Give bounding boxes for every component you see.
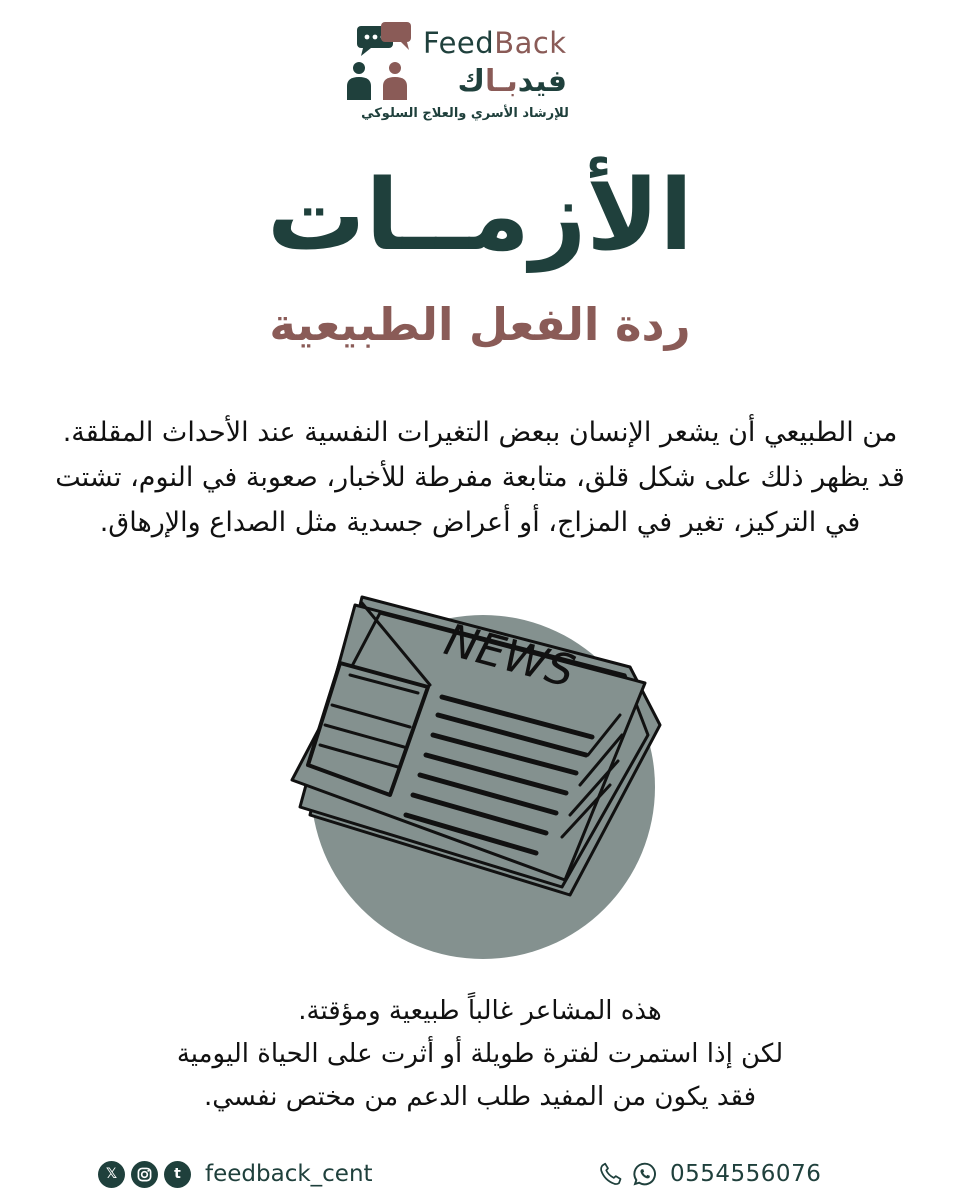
brand-name-en-feed: Feed	[423, 26, 495, 60]
brand-name-en-back: Back	[494, 26, 567, 60]
social-links	[98, 1156, 373, 1192]
phone-icon[interactable]	[598, 1161, 624, 1187]
brand-name-ar-part3: ك	[457, 64, 485, 99]
intro-line: من الطبيعي أن يشعر الإنسان ببعض التغيرات النفسية عند الأحداث المقلقة.	[62, 417, 898, 448]
intro-paragraph	[40, 410, 920, 545]
closing-paragraph	[0, 990, 960, 1119]
brand-name-en	[423, 26, 567, 60]
page-title: الأزمــات	[267, 159, 693, 273]
phone-number[interactable]: 0554556076	[670, 1161, 822, 1187]
closing-line: فقد يكون من المفيد طلب الدعم من مختص نفسي.	[203, 1082, 757, 1112]
brand-logo	[345, 20, 585, 130]
closing-line: لكن إذا استمرت لفترة طويلة أو أثرت على الحياة اليومية	[176, 1039, 784, 1069]
x-icon[interactable]: 𝕏	[98, 1161, 125, 1188]
intro-line: في التركيز، تغير في المزاج، أو أعراض جسدية مثل الصداع والإرهاق.	[99, 507, 861, 538]
brand-tagline: للإرشاد الأسري والعلاج السلوكي	[361, 106, 569, 121]
brand-name-ar-part2: بـا	[484, 64, 518, 99]
social-handle[interactable]: feedback_cent	[205, 1161, 373, 1187]
chat-people-icon	[345, 20, 415, 102]
whatsapp-icon[interactable]	[632, 1161, 658, 1187]
newspaper-headline: NEWS	[439, 614, 581, 698]
intro-line: قد يظهر ذلك على شكل قلق، متابعة مفرطة للأخبار، صعوبة في النوم، تشتت	[55, 462, 905, 493]
instagram-icon[interactable]	[131, 1161, 158, 1188]
brand-name-ar	[457, 64, 567, 99]
contact-info	[598, 1156, 821, 1192]
brand-name-ar-part1: فيد	[517, 64, 567, 99]
tumblr-icon[interactable]: t	[164, 1161, 191, 1188]
closing-line: هذه المشاعر غالباً طبيعية ومؤقتة.	[298, 996, 662, 1026]
newspaper-illustration	[270, 575, 690, 965]
page-subtitle: ردة الفعل الطبيعية	[269, 298, 691, 351]
